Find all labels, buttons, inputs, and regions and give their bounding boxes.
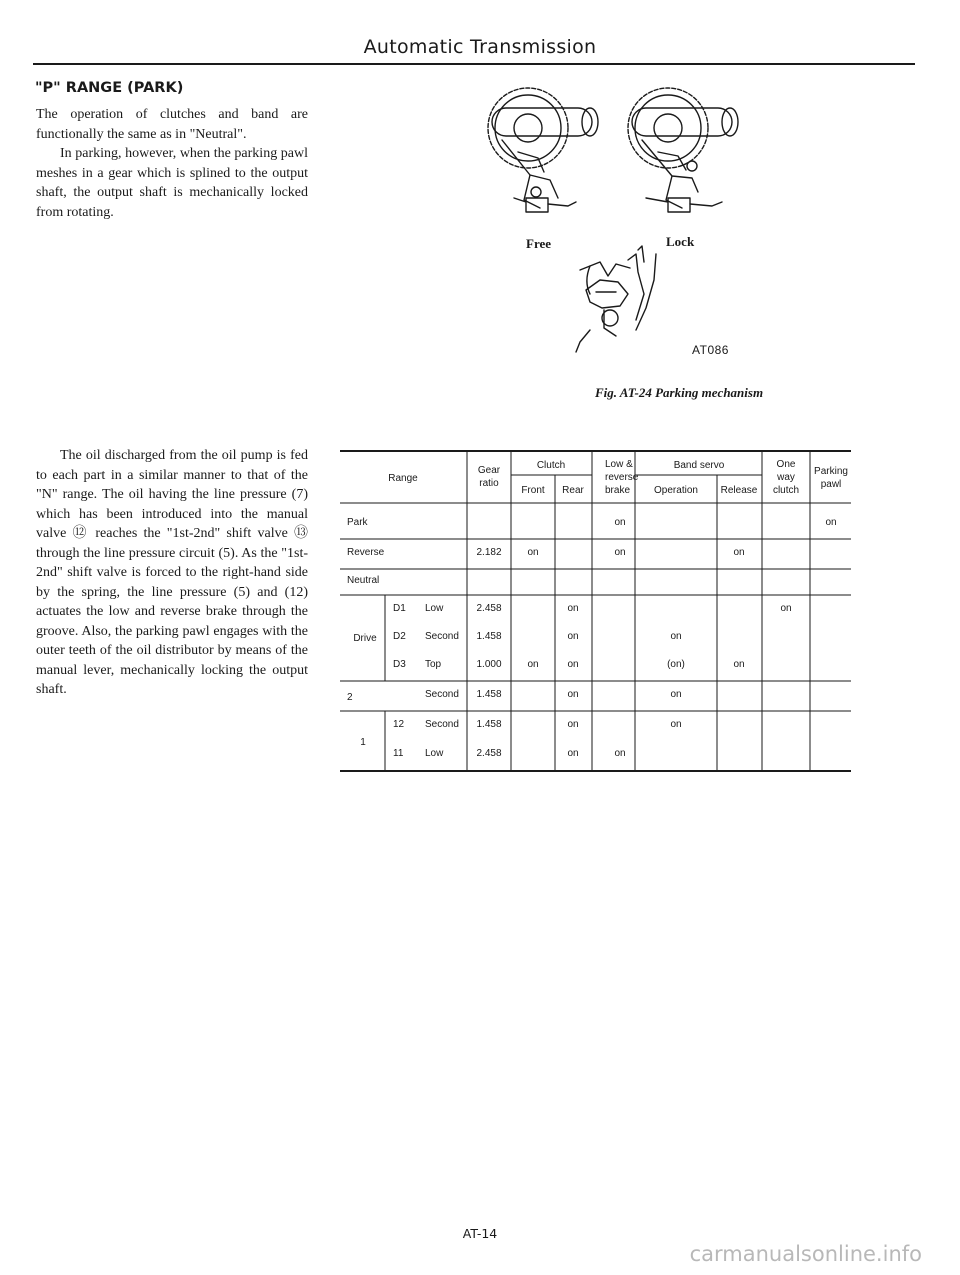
table-cell-sub: 12 (393, 719, 405, 730)
header-operation: Operation (654, 485, 698, 496)
table-cell-operation: on (670, 631, 682, 642)
operation-table (335, 445, 855, 775)
table-cell-gear: Second (425, 719, 459, 730)
table-cell-rear: on (567, 689, 579, 700)
table-cell-range: Park (347, 517, 368, 528)
detail-mechanism-drawing (576, 246, 656, 352)
body-paragraph-1a: The operation of clutches and band are functionally the same as in "Neutral". (36, 107, 308, 142)
table-cell-pawl: on (825, 517, 837, 528)
header-low-rev-2: reverse (605, 472, 639, 483)
body-paragraph-1 (36, 105, 308, 222)
figure-code: AT086 (692, 343, 729, 357)
watermark: carmanualsonline.info (689, 1242, 922, 1266)
header-range: Range (388, 473, 418, 484)
table-cell-range: Reverse (347, 547, 385, 558)
table-cell-operation: on (670, 689, 682, 700)
figure-label-free: Free (526, 236, 552, 251)
table-cell-lowrev: on (614, 748, 626, 759)
body-paragraph-2 (36, 446, 308, 700)
table-cell-rear: on (567, 719, 579, 730)
table-cell-oneway: on (780, 603, 792, 614)
header-parking-1: Parking (814, 466, 848, 477)
header-clutch: Clutch (536, 460, 566, 471)
body-paragraph-2-text: The oil discharged from the oil pump is fed to each part in a similar manner to that of the "N" range. The oil having the line pressure (7) which has been introduced into the manual valve ⑫ reaches the "1st-2nd" shift valve ⑬ through the line pressure circuit (5). As the "1st-2nd" shift valve is forced to the right-hand side by the spring, the line pressure (5) and (12) actuates the low and reverse brake through the groove. Also, the parking pawl engages with the outer teeth of the oil distributor by means of the manual lever, mechanically locking the output shaft. (36, 448, 308, 697)
table-cell-sub: D1 (393, 603, 406, 614)
table-cell-ratio: 2.458 (476, 603, 502, 614)
figure-caption: Fig. AT-24 Parking mechanism (595, 385, 764, 400)
header-one-way-2: way (777, 472, 795, 483)
header-band-servo: Band servo (673, 460, 725, 471)
table-cell-sub: D2 (393, 631, 406, 642)
header-one-way-1: One (776, 459, 796, 470)
table-cell-gear: Low (425, 603, 444, 614)
page-header-title: Automatic Transmission (363, 36, 597, 58)
table-cell-lowrev: on (614, 547, 626, 558)
body-paragraph-1b: In parking, however, when the parking pawl meshes in a gear which is splined to the output shaft, the output shaft is mechanically locked from rotating. (36, 146, 308, 220)
free-mechanism-drawing (488, 88, 598, 212)
table-cell-ratio: 1.000 (476, 659, 502, 670)
table-cell-rear: on (567, 631, 579, 642)
table-cell-front: on (527, 547, 539, 558)
table-cell-sub: 11 (393, 748, 404, 759)
header-rear: Rear (562, 485, 584, 496)
header-parking-2: pawl (820, 479, 842, 490)
table-cell-sub: D3 (393, 659, 406, 670)
table-cell-ratio: 1.458 (476, 689, 502, 700)
group-label-drive: Drive (353, 633, 377, 644)
header-gear-ratio-1: Gear (477, 465, 501, 476)
figure-label-lock: Lock (666, 234, 695, 249)
table-cell-front: on (527, 659, 539, 670)
table-cell-gear: Second (425, 689, 459, 700)
table-cell-operation: on (670, 719, 682, 730)
page-number: AT-14 (462, 1226, 498, 1241)
table-cell-gear: Low (425, 748, 444, 759)
header-one-way-3: clutch (772, 485, 800, 496)
table-cell-range: Neutral (347, 575, 380, 586)
table-cell-gear: Second (425, 631, 459, 642)
header-release: Release (720, 485, 758, 496)
table-cell-ratio: 1.458 (476, 631, 502, 642)
table-cell-rear: on (567, 659, 579, 670)
header-low-rev-1: Low & (605, 459, 633, 470)
table-cell-ratio: 2.458 (476, 748, 502, 759)
group-label-two: 2 (347, 692, 353, 703)
table-cell-rear: on (567, 603, 579, 614)
table-cell-rear: on (567, 748, 579, 759)
table-cell-release: on (733, 547, 745, 558)
table-cell-ratio: 2.182 (476, 547, 502, 558)
header-rule (33, 63, 915, 65)
group-label-one: 1 (360, 737, 366, 748)
header-gear-ratio-2: ratio (479, 478, 499, 489)
table-cell-ratio: 1.458 (476, 719, 502, 730)
table-cell-lowrev: on (614, 517, 626, 528)
section-heading: "P" RANGE (PARK) (35, 80, 184, 96)
parking-mechanism-illustration (440, 80, 770, 370)
header-front: Front (521, 485, 545, 496)
lock-mechanism-drawing (628, 88, 738, 212)
table-cell-gear: Top (425, 659, 442, 670)
table-cell-release: on (733, 659, 745, 670)
header-low-rev-3: brake (605, 485, 631, 496)
table-cell-operation: (on) (667, 659, 685, 670)
